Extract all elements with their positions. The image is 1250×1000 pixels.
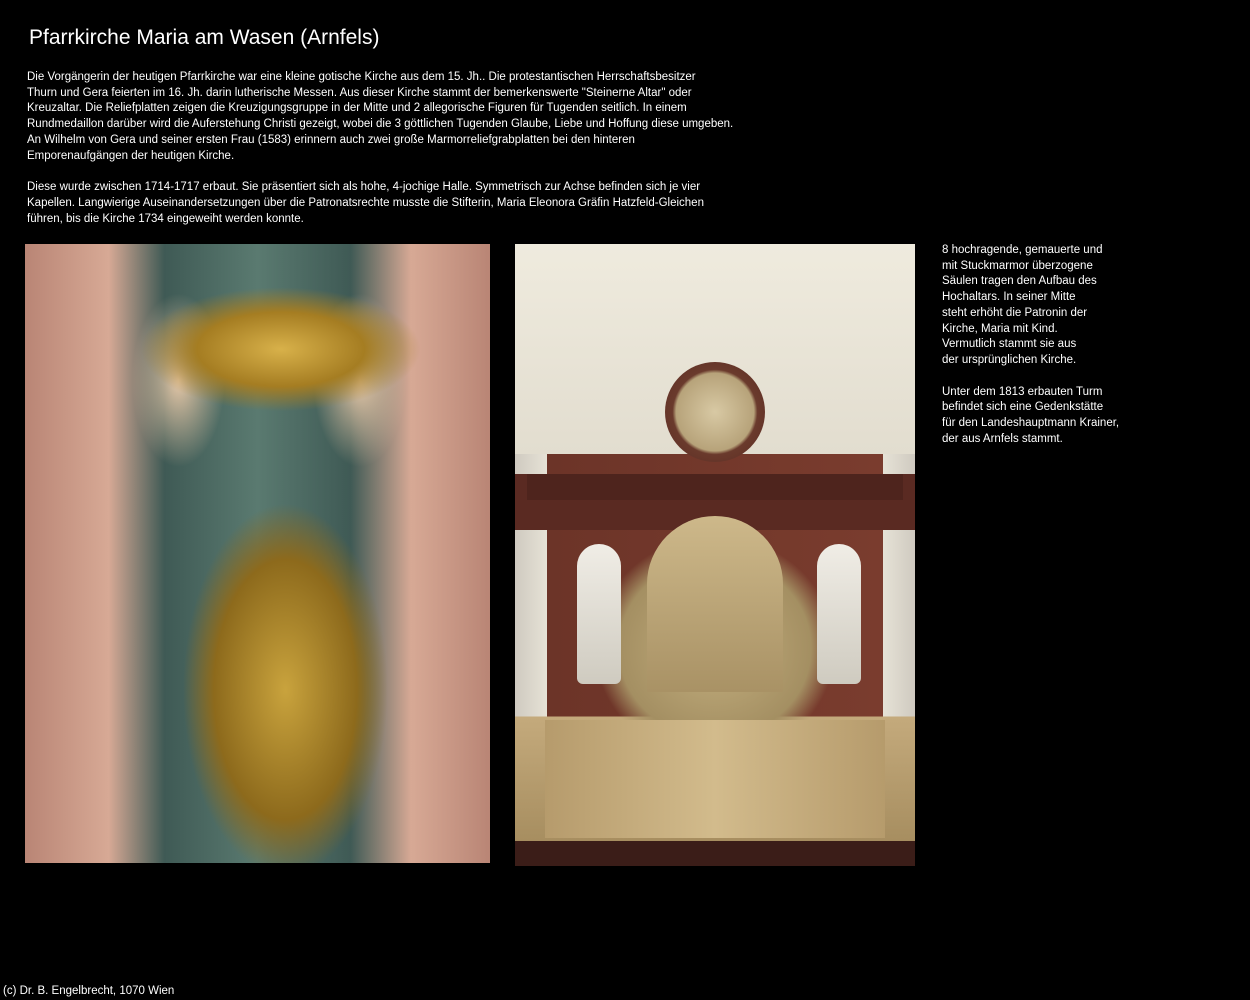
text-line: Vermutlich stammt sie aus xyxy=(942,338,1077,351)
photo-statue-left xyxy=(577,544,621,684)
photo-cornice xyxy=(527,474,903,500)
text-line: Diese wurde zwischen 1714-1717 erbaut. Sie präsentiert sich als hohe, 4-jochige Halle. Symmetrisch zur Achse befinden sich je vier xyxy=(27,181,701,194)
intro-paragraph-1 xyxy=(27,70,777,164)
text-line: Kreuzaltar. Die Reliefplatten zeigen die Kreuzigungsgruppe in der Mitte und 2 allegorische Figuren für Tugenden seitlich. In einem xyxy=(27,102,687,115)
photo-relief-panel xyxy=(545,720,885,838)
side-paragraph-1 xyxy=(942,243,1142,369)
copyright-footer: (c) Dr. B. Engelbrecht, 1070 Wien xyxy=(3,985,175,997)
text-line: der ursprünglichen Kirche. xyxy=(942,353,1077,366)
photo-high-altar-madonna[interactable] xyxy=(25,244,490,863)
text-line: Hochaltars. In seiner Mitte xyxy=(942,291,1076,304)
text-line: führen, bis die Kirche 1734 eingeweiht werden konnte. xyxy=(27,212,304,225)
intro-text xyxy=(27,70,777,243)
text-line: Kirche, Maria mit Kind. xyxy=(942,322,1058,335)
text-line: Rundmedaillon darüber wird die Auferstehung Christi gezeigt, wobei die 3 göttlichen Tugenden Glaube, Liebe und Hoffung diese umgeben. xyxy=(27,118,734,131)
text-line: steht erhöht die Patronin der xyxy=(942,306,1088,319)
text-line: Thurn und Gera feierten im 16. Jh. darin lutherische Messen. Aus dieser Kirche stammt der bemerkenswerte "Steinerne Altar" oder xyxy=(27,86,692,99)
photo-medallion xyxy=(665,362,765,462)
intro-paragraph-2 xyxy=(27,180,777,227)
text-line: mit Stuckmarmor überzogene xyxy=(942,259,1093,272)
side-paragraph-2 xyxy=(942,385,1142,448)
photo-stone-altar[interactable] xyxy=(515,244,915,866)
text-line: Säulen tragen den Aufbau des xyxy=(942,275,1097,288)
text-line: 8 hochragende, gemauerte und xyxy=(942,244,1103,256)
text-line: Die Vorgängerin der heutigen Pfarrkirche war eine kleine gotische Kirche aus dem 15. Jh.. Die protestantischen Herrschaftsbesitzer xyxy=(27,71,696,83)
text-line: Kapellen. Langwierige Auseinandersetzungen über die Patronatsrechte musste die Stifterin, Maria Eleonora Gräfin Hatzfeld-Gleichen xyxy=(27,196,704,209)
text-line: der aus Arnfels stammt. xyxy=(942,432,1063,445)
text-line: Emporenaufgängen der heutigen Kirche. xyxy=(27,149,235,162)
text-line: An Wilhelm von Gera und seiner ersten Frau (1583) erinnern auch zwei große Marmorreliefgrabplatten bei den hinteren xyxy=(27,133,635,146)
side-text xyxy=(942,243,1142,463)
text-line: befindet sich eine Gedenkstätte xyxy=(942,401,1104,414)
photo-statue-right xyxy=(817,544,861,684)
text-line: Unter dem 1813 erbauten Turm xyxy=(942,385,1103,398)
page-title: Pfarrkirche Maria am Wasen (Arnfels) xyxy=(29,26,380,49)
text-line: für den Landeshauptmann Krainer, xyxy=(942,417,1120,430)
photo-crucifixion-panel xyxy=(647,516,783,692)
